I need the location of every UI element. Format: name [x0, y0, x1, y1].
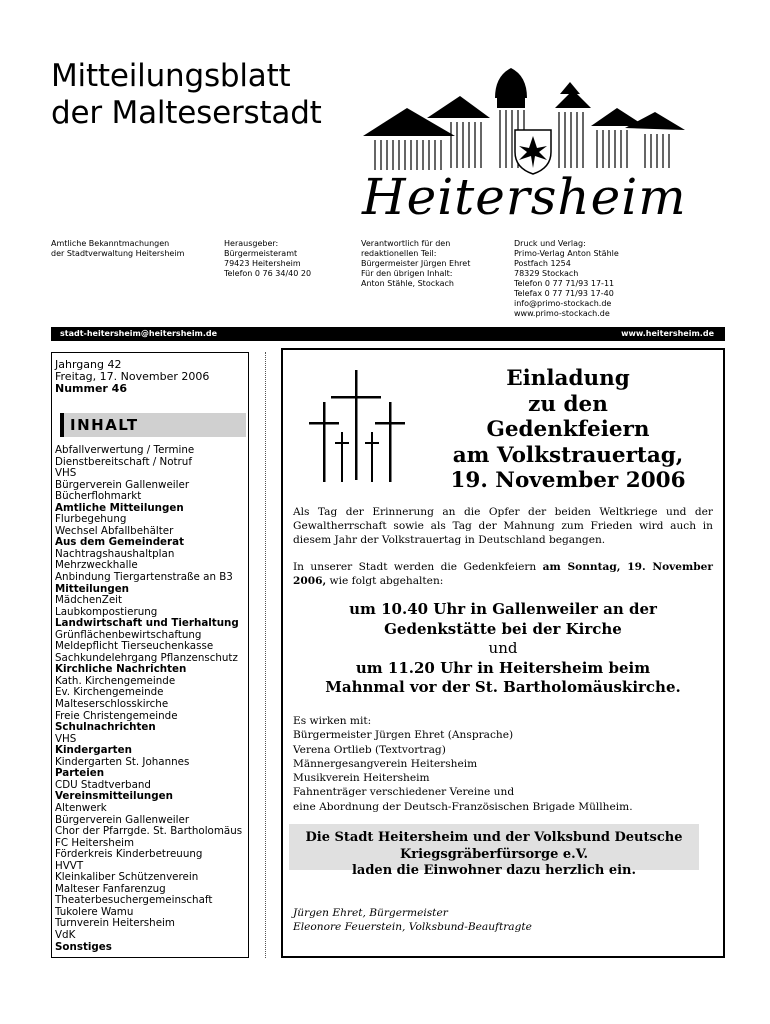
crosses-icon [305, 370, 415, 490]
toc-item: Anbindung Tiergartenstraße an B3 [55, 571, 233, 584]
toc-item: VdK [55, 928, 76, 941]
participant-line: Bürgermeister Jürgen Ehret (Ansprache) [293, 729, 514, 742]
toc-item: Schulnachrichten [55, 721, 156, 734]
toc-item: Landwirtschaft und Tierhaltung [55, 617, 239, 630]
toc-item: Altenwerk [55, 801, 107, 814]
program-line: Gedenkstätte bei der Kirche [384, 619, 622, 638]
toc-item: Kindergarten St. Johannes [55, 755, 190, 768]
column-divider [265, 352, 266, 958]
impressum-col-2: Herausgeber: Bürgermeisteramt 79423 Heitersheim Telefon 0 76 34/40 20 [224, 239, 312, 278]
toc-item: Vereinsmitteilungen [55, 790, 173, 803]
toc-item: Turnverein Heitersheim [55, 917, 175, 930]
masthead-title [51, 58, 322, 132]
issue-number: Nummer 46 [55, 382, 127, 395]
toc-item: Chor der Pfarrgde. St. Bartholomäus [55, 825, 243, 838]
program-block [293, 600, 713, 698]
toc-item: MädchenZeit [55, 594, 123, 607]
toc-item: Malteserschlosskirche [55, 698, 169, 711]
program-line: um 10.40 Uhr in Gallenweiler an der [349, 600, 657, 618]
email-link[interactable]: stadt-heitersheim@heitersheim.de [60, 329, 218, 338]
logo-wordmark: Heitersheim [362, 168, 687, 226]
impressum-col-4: Druck und Verlag: Primo-Verlag Anton Stähle Postfach 1254 78329 Stockach Telefon 0 77 71/93 17-11 Telefax 0 77 71/93 17-40 info@primo-stockach.de www.primo-stockach.de [514, 239, 619, 318]
participant-line: Musikverein Heitersheim [293, 772, 430, 785]
issue-volume: Jahrgang 42 [55, 358, 122, 371]
title-line-2: der Malteserstadt [51, 95, 322, 131]
toc-item: Aus dem Gemeinderat [55, 536, 184, 549]
toc-item: Parteien [55, 767, 105, 780]
toc-item: Abfallverwertung / Termine [55, 444, 195, 456]
toc-item: CDU Stadtverband [55, 778, 151, 791]
contact-bar [51, 327, 725, 341]
toc-item: VHS [55, 732, 77, 745]
toc-item: Malteser Fanfarenzug [55, 882, 166, 895]
toc-item: Ev. Kirchengemeinde [55, 686, 164, 699]
program-line: und [488, 639, 518, 657]
program-line: um 11.20 Uhr in Heitersheim beim [355, 658, 651, 677]
toc-item: Laubkompostierung [55, 605, 158, 618]
toc-item: Nachtragshaushaltplan [55, 547, 175, 560]
participant-line: Fahnenträger verschiedener Vereine und [293, 786, 515, 799]
schedule-paragraph: In unserer Stadt werden die Gedenkfeiern am Sonntag, 19. November 2006, wie folgt abgehalten: [293, 561, 713, 587]
article-box [281, 348, 725, 958]
program-line: Mahnmal vor der St. Bartholomäuskirche. [325, 678, 681, 696]
article-headline: Einladung zu den Gedenkfeiern am Volkstrauertag, 19. November 2006 [450, 366, 686, 493]
toc-item: Kleinkaliber Schützenverein [55, 871, 199, 884]
website-link[interactable]: www.heitersheim.de [621, 329, 714, 338]
impressum-col-3: Verantwortlich für den redaktionellen Teil: Bürgermeister Jürgen Ehret Für den übrigen Inhalt: Anton Stähle, Stockach [361, 239, 471, 288]
toc-item: Grünflächenbewirtschaftung [55, 628, 202, 641]
toc-item: Kath. Kirchengemeinde [55, 674, 176, 687]
participant-line: Männergesangverein Heitersheim [293, 757, 478, 770]
toc-item: FC Heitersheim [55, 836, 135, 849]
toc-item: Bürgerverein Gallenweiler [55, 478, 190, 491]
participants-list [293, 714, 713, 814]
toc-item: Kindergarten [55, 744, 132, 757]
toc-item: Flurbegehung [55, 513, 127, 526]
intro-paragraph: Als Tag der Erinnerung an die Opfer der beiden Weltkriege und der Gewaltherrschaft sowie als Tag der Mahnung zum Frieden wird auch in diesem Jahr der Volkstrauertag in Deutschland begangen. [293, 506, 713, 546]
toc-item: Förderkreis Kinderbetreuung [55, 848, 203, 861]
sidebar [51, 352, 249, 958]
toc-item: Bücherflohmarkt [55, 490, 142, 503]
table-of-contents [55, 445, 242, 953]
heading-marker [60, 413, 64, 437]
inhalt-heading-text: INHALT [70, 416, 139, 434]
toc-item: HVVT [55, 859, 84, 872]
inhalt-heading [60, 413, 246, 437]
toc-item: Mehrzweckhalle [55, 559, 138, 572]
toc-item: Sachkundelehrgang Pflanzenschutz [55, 651, 238, 664]
issue-date: Freitag, 17. November 2006 [55, 370, 210, 383]
toc-item: Tukolere Wamu [55, 905, 134, 918]
participant-line: Es wirken mit: [293, 715, 372, 727]
impressum-col-1: Amtliche Bekanntmachungen der Stadtverwaltung Heitersheim [51, 239, 185, 258]
toc-item: Bürgerverein Gallenweiler [55, 813, 190, 826]
participant-line: Verena Ortlieb (Textvortrag) [293, 743, 446, 756]
issue-info [55, 359, 209, 395]
toc-item: Kirchliche Nachrichten [55, 663, 187, 676]
toc-item: Amtliche Mitteilungen [55, 501, 184, 514]
signatures: Jürgen Ehret, Bürgermeister Eleonore Feuerstein, Volksbund-Beauftragte [293, 907, 532, 933]
toc-item: Dienstbereitschaft / Notruf [55, 455, 192, 468]
toc-item: Meldepflicht Tierseuchenkasse [55, 640, 214, 653]
toc-item: Theaterbesuchergemeinschaft [55, 894, 213, 907]
toc-item: Mitteilungen [55, 582, 130, 595]
participant-line: eine Abordnung der Deutsch-Französischen Brigade Müllheim. [293, 800, 633, 813]
toc-item: Freie Christengemeinde [55, 709, 178, 722]
title-line-1: Mitteilungsblatt [51, 58, 291, 94]
invitation-box: Die Stadt Heitersheim und der Volksbund Deutsche Kriegsgräberfürsorge e.V. laden die Einwohner dazu herzlich ein. [289, 824, 699, 870]
toc-item: Sonstiges [55, 940, 112, 953]
toc-item: Wechsel Abfallbehälter [55, 524, 174, 537]
toc-item: VHS [55, 467, 77, 480]
